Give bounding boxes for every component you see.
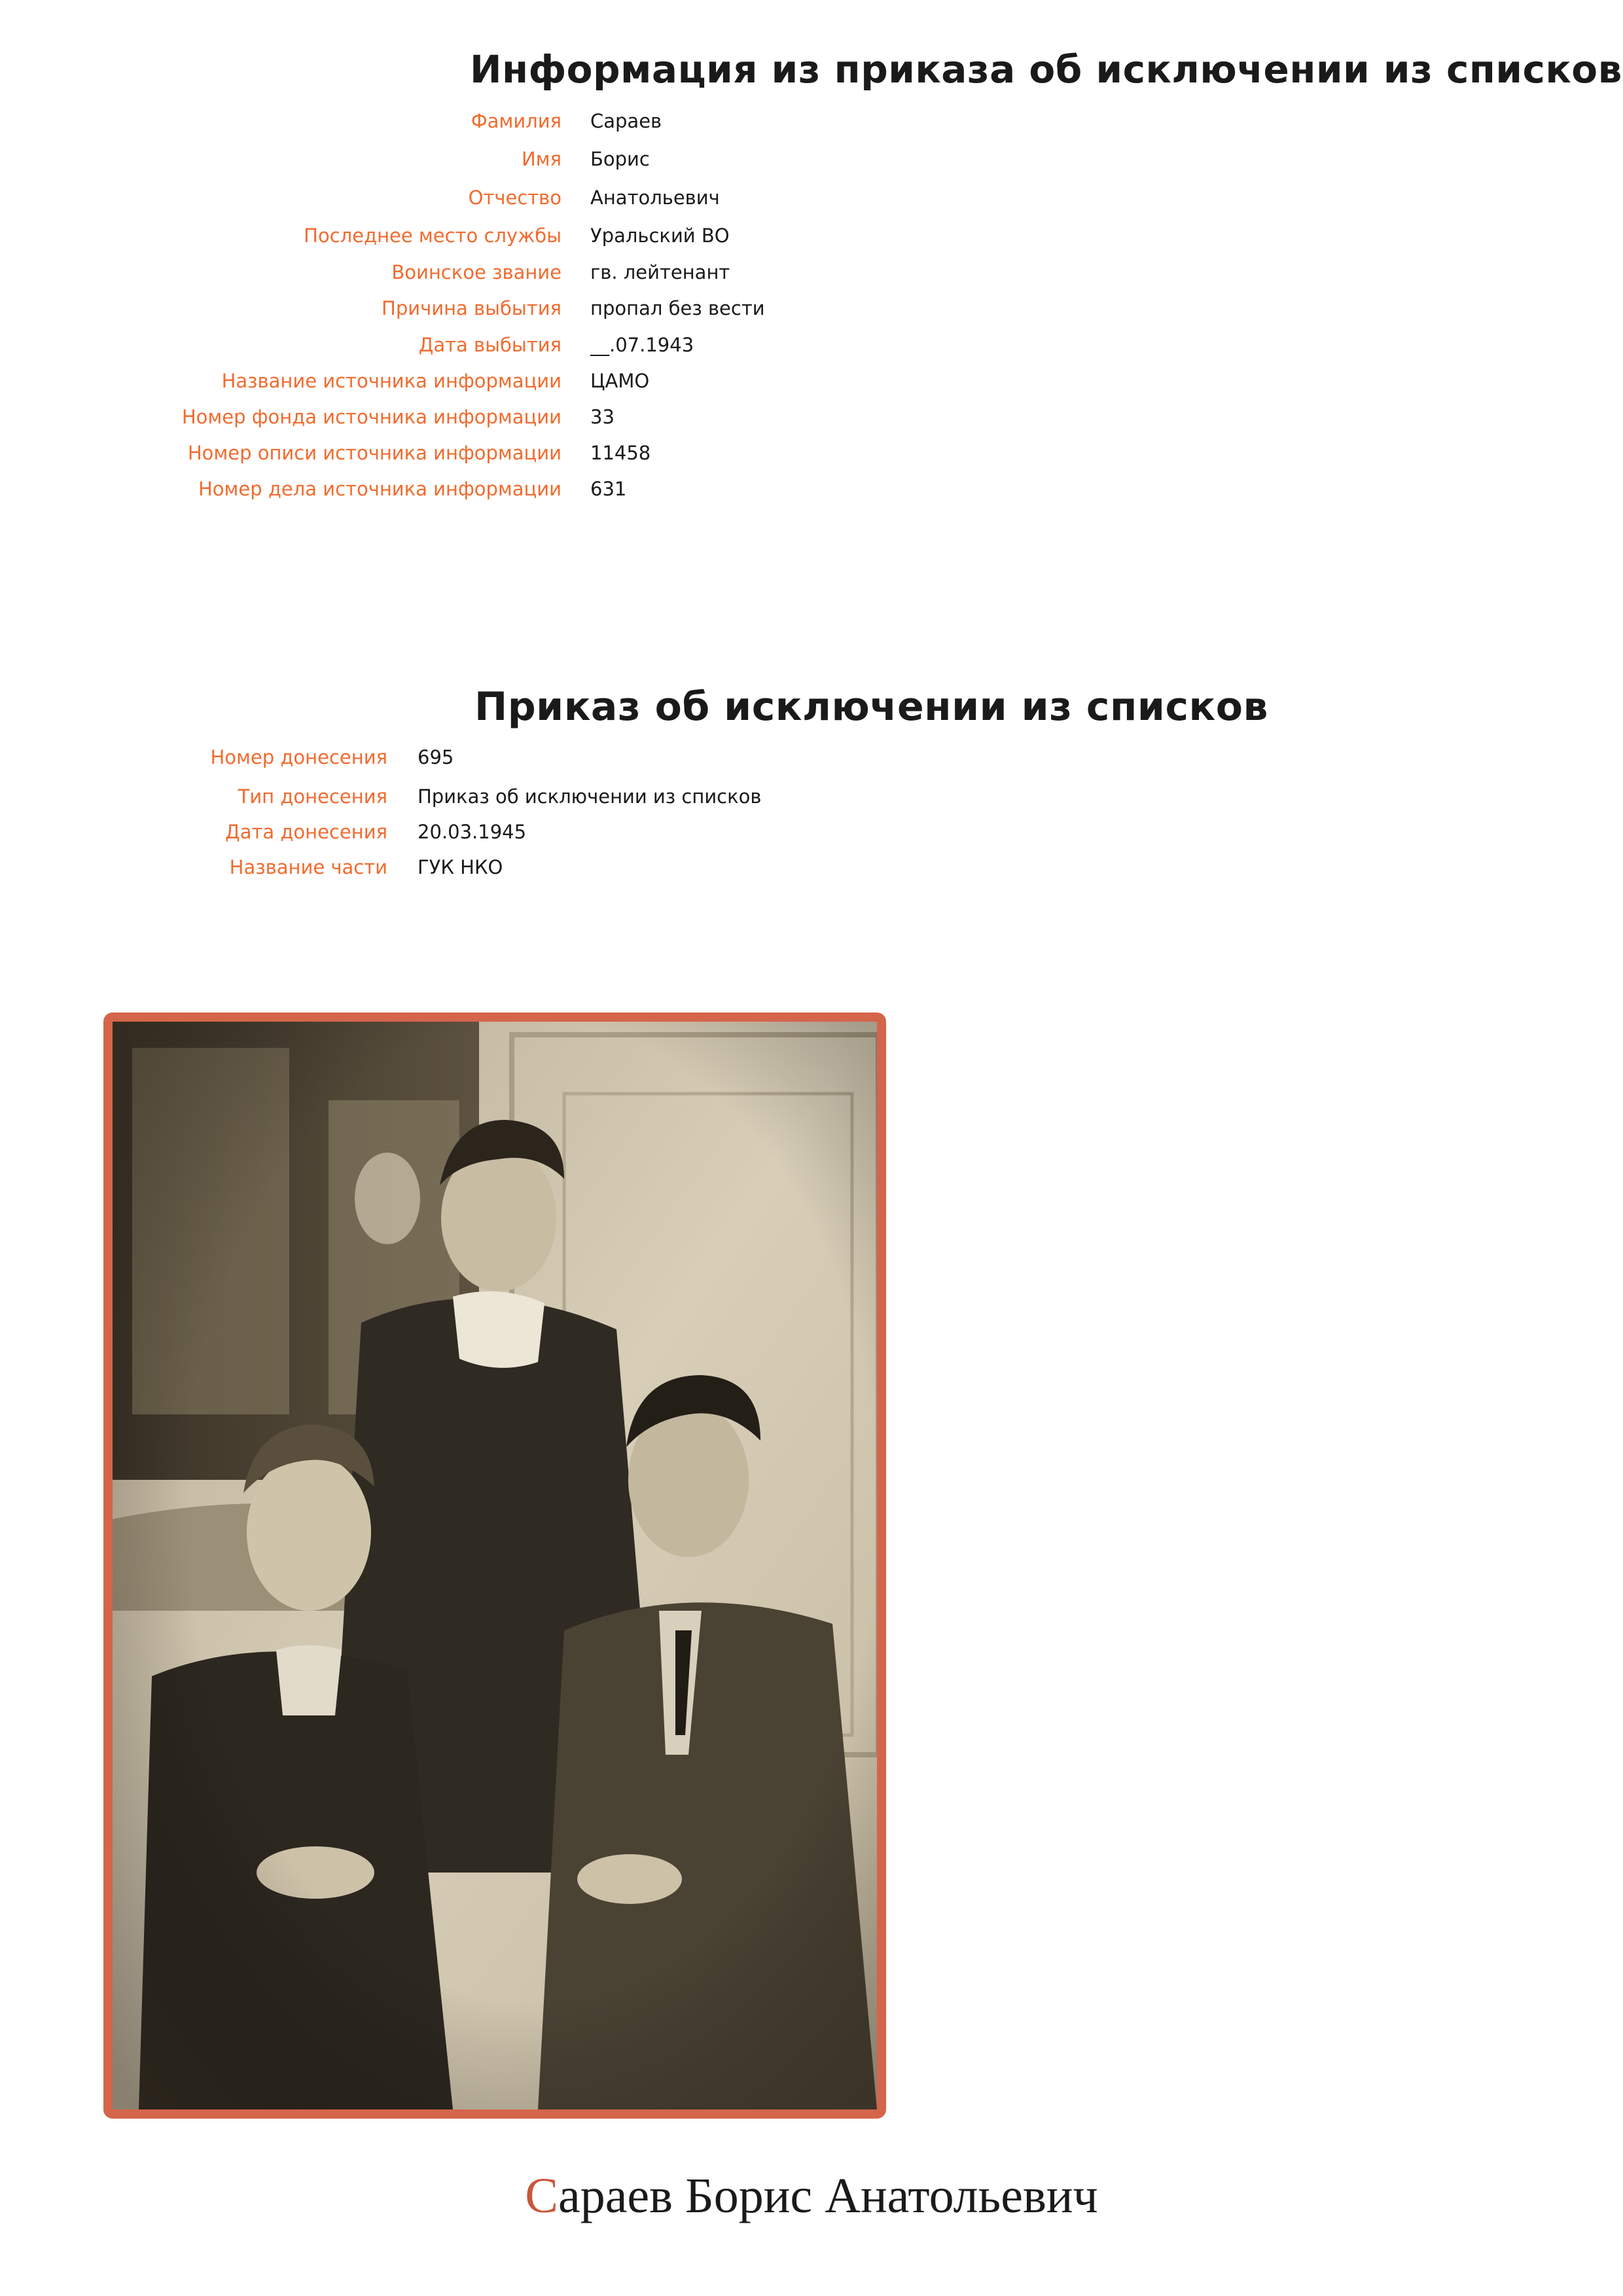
caption-rest: араев Борис Анатольевич xyxy=(558,2168,1098,2223)
info-label: Дата донесения xyxy=(225,821,387,843)
info-value: 695 xyxy=(418,746,454,768)
info-label: Номер фонда источника информации xyxy=(181,406,562,428)
info-label: Воинское звание xyxy=(391,261,562,283)
info-row-source-name xyxy=(0,370,916,403)
info-row-last-service xyxy=(0,224,916,257)
info-value: Уральский ВО xyxy=(590,224,730,247)
info-label: Имя xyxy=(521,148,562,170)
photo-caption xyxy=(0,2168,1623,2225)
info-label: Название источника информации xyxy=(221,370,562,392)
info-value: Приказ об исключении из списков xyxy=(418,785,762,808)
portrait-photo xyxy=(103,1013,886,2119)
info-value: гв. лейтенант xyxy=(590,261,730,283)
info-value: __.07.1943 xyxy=(590,334,694,356)
order-info-title: Информация из приказа об исключении из списков xyxy=(470,47,1622,92)
info-row-unit xyxy=(0,856,851,889)
info-value: 631 xyxy=(590,478,627,500)
info-label: Фамилия xyxy=(471,110,562,132)
info-label: Название части xyxy=(229,856,387,878)
info-row-name xyxy=(0,148,916,181)
info-label: Последнее место службы xyxy=(304,224,562,247)
info-row-opis xyxy=(0,442,916,475)
info-row-rank xyxy=(0,261,916,294)
photo-illustration xyxy=(113,1022,877,2109)
info-label: Отчество xyxy=(468,187,562,209)
info-value: пропал без вести xyxy=(590,297,765,319)
info-value: 20.03.1945 xyxy=(418,821,527,843)
info-row-delo xyxy=(0,478,916,511)
info-row-surname xyxy=(0,110,916,143)
info-value: Борис xyxy=(590,148,650,170)
info-label: Номер дела источника информации xyxy=(198,478,562,500)
info-value: 11458 xyxy=(590,442,651,464)
info-row-report-date xyxy=(0,821,851,853)
info-value: Сараев xyxy=(590,110,662,132)
info-row-reason xyxy=(0,297,916,330)
caption-initial: С xyxy=(525,2168,558,2223)
info-row-report-type xyxy=(0,785,851,818)
info-row-fond xyxy=(0,406,916,439)
info-label: Дата выбытия xyxy=(418,334,562,356)
info-row-report-number xyxy=(0,746,851,779)
info-label: Причина выбытия xyxy=(382,297,562,319)
order-title: Приказ об исключении из списков xyxy=(474,684,1268,730)
info-value: Анатольевич xyxy=(590,187,720,209)
info-label: Номер донесения xyxy=(210,746,387,768)
info-value: 33 xyxy=(590,406,615,428)
info-label: Тип донесения xyxy=(238,785,387,808)
info-row-date xyxy=(0,334,916,367)
info-value: ГУК НКО xyxy=(418,856,503,878)
order-table xyxy=(0,746,851,897)
info-row-patronymic xyxy=(0,187,916,219)
info-label: Номер описи источника информации xyxy=(187,442,562,464)
info-value: ЦАМО xyxy=(590,370,650,392)
order-info-table xyxy=(0,110,916,516)
